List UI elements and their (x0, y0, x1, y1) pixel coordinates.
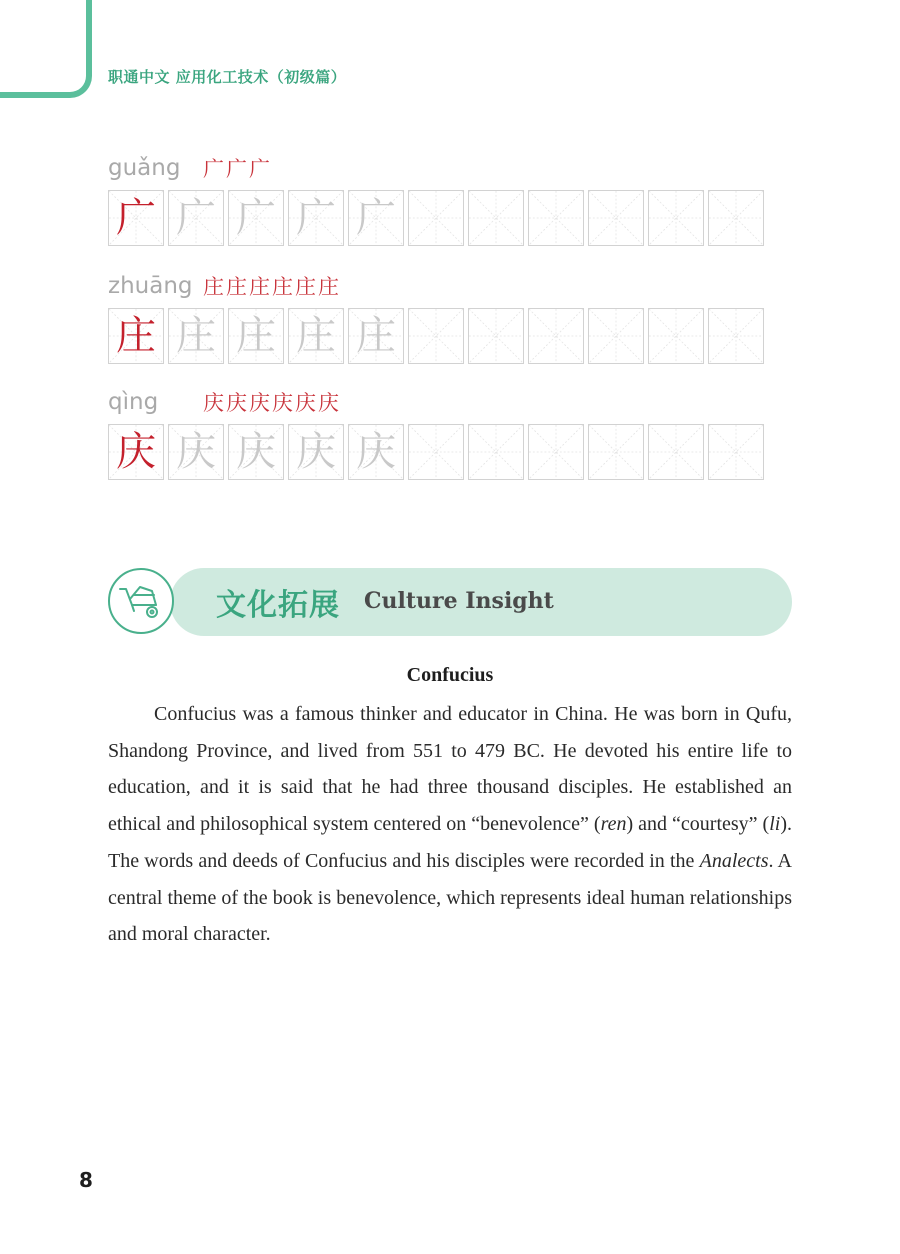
book-title-italic: Analects (699, 849, 769, 872)
trace-character: 庆 (236, 429, 276, 475)
trace-character-cell (288, 308, 344, 364)
trace-character-cell (168, 308, 224, 364)
trace-character-cell (168, 424, 224, 480)
pinyin: qìng (108, 389, 159, 415)
model-character-cell (108, 424, 164, 480)
empty-practice-cell (528, 424, 584, 480)
trace-character-cell (288, 190, 344, 246)
empty-practice-cell (708, 308, 764, 364)
trace-character-cell (228, 424, 284, 480)
trace-character: 庄 (356, 313, 396, 359)
empty-practice-cell (648, 190, 704, 246)
trace-character: 庄 (176, 313, 216, 359)
empty-practice-cell (708, 190, 764, 246)
empty-practice-cell (588, 190, 644, 246)
empty-practice-cell (528, 190, 584, 246)
model-character-cell (108, 190, 164, 246)
trace-character-cell (348, 308, 404, 364)
trace-character: 广 (356, 195, 396, 241)
trace-character: 庆 (296, 429, 336, 475)
model-character: 广 (116, 195, 156, 241)
stroke-order: 广广广 (203, 157, 272, 181)
article-body (108, 696, 792, 953)
section-title-en: Culture Insight (364, 588, 554, 614)
writing-grid (108, 424, 788, 480)
trace-character-cell (228, 308, 284, 364)
empty-practice-cell (468, 424, 524, 480)
empty-practice-cell (408, 190, 464, 246)
empty-practice-cell (648, 308, 704, 364)
trace-character: 广 (236, 195, 276, 241)
trace-character: 广 (176, 195, 216, 241)
writing-grid (108, 190, 788, 246)
text-segment: Confucius was a famous thinker and educator in China. He was born in Qufu, Shandong Province, and lived from 551 to 479 BC. He devoted his entire life to education, and it is said that he had three thousand disciples. He established an ethical and philosophical system centered on “benevolence” ( (108, 703, 792, 836)
italic-term: li (769, 813, 781, 836)
empty-practice-cell (588, 308, 644, 364)
writing-grid (108, 308, 788, 364)
trace-character: 庄 (296, 313, 336, 359)
trace-character: 庄 (236, 313, 276, 359)
practice-row-guang (108, 150, 788, 246)
empty-practice-cell (528, 308, 584, 364)
empty-practice-cell (708, 424, 764, 480)
banner-icon-circle (108, 568, 174, 634)
pinyin: zhuāng (108, 273, 193, 299)
section-title-cn: 文化拓展 (216, 588, 340, 623)
practice-row-qing (108, 384, 788, 480)
model-character: 庄 (116, 313, 156, 359)
italic-term: ren (600, 813, 627, 836)
empty-practice-cell (408, 308, 464, 364)
page-number: 8 (79, 1168, 93, 1192)
practice-row-zhuang (108, 268, 788, 364)
text-segment: . A central theme of the book is benevolence, which represents ideal human relationships and moral character. (108, 849, 793, 946)
book-title: 职通中文 应用化工技术（初级篇） (108, 68, 347, 86)
stroke-order: 庆庆庆庆庆庆 (203, 391, 341, 415)
trace-character: 庆 (356, 429, 396, 475)
stroke-order: 庄庄庄庄庄庄 (203, 275, 341, 299)
trace-character-cell (228, 190, 284, 246)
empty-practice-cell (648, 424, 704, 480)
section-banner (108, 566, 792, 638)
trace-character-cell (348, 424, 404, 480)
empty-practice-cell (408, 424, 464, 480)
empty-practice-cell (588, 424, 644, 480)
model-character-cell (108, 308, 164, 364)
trace-character-cell (288, 424, 344, 480)
model-character: 庆 (116, 429, 156, 475)
article-title: Confucius (406, 664, 494, 686)
trace-character: 庆 (176, 429, 216, 475)
trace-character-cell (348, 190, 404, 246)
trace-character-cell (168, 190, 224, 246)
corner-decoration (0, 0, 92, 98)
trace-character: 广 (296, 195, 336, 241)
pinyin: guǎng (108, 155, 181, 181)
empty-practice-cell (468, 190, 524, 246)
text-segment: ). The words and deeds of Confucius and his disciples were recorded in the (108, 813, 793, 872)
text-segment: ) and “courtesy” ( (626, 813, 770, 836)
wheelbarrow-icon (118, 581, 164, 621)
empty-practice-cell (468, 308, 524, 364)
